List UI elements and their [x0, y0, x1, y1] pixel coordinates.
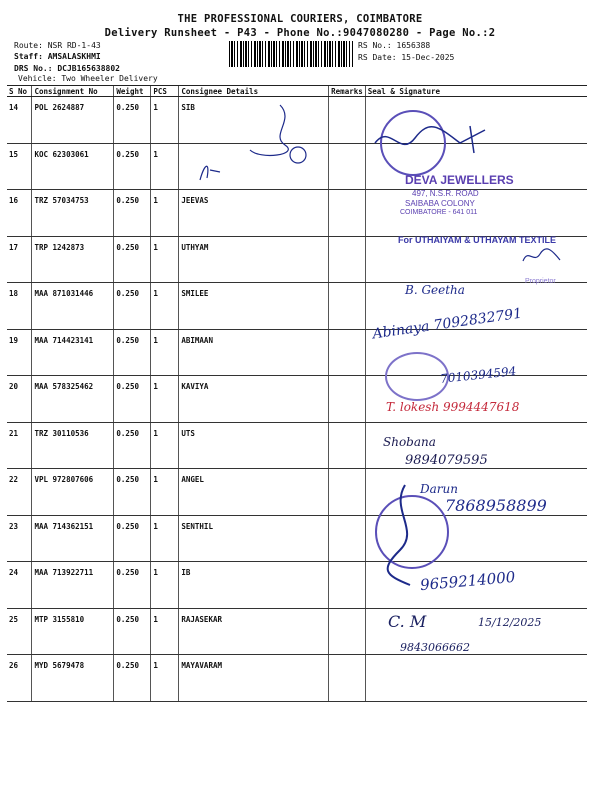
cell-remarks: [329, 469, 366, 516]
cell-remarks: [329, 190, 366, 237]
cell-consignee: SENTHIL: [179, 515, 329, 562]
barcode: [229, 41, 353, 67]
signature-tlokesh: T. lokesh 9994447618: [386, 400, 520, 414]
cell-consignment-no: MAA 714362151: [32, 515, 114, 562]
cell-weight: 0.250: [114, 283, 151, 330]
rs-number: RS No.: 1656388: [358, 41, 431, 50]
cell-consignee: SIB: [179, 97, 329, 144]
cell-consignee: SMILEE: [179, 283, 329, 330]
cell-consignment-no: POL 2624887: [32, 97, 114, 144]
signature-abinaya: Abinaya 7092832791: [371, 305, 524, 343]
cell-signature: [365, 655, 587, 702]
cell-pcs: 1: [151, 283, 179, 330]
header-consignee: Consignee Details: [179, 86, 329, 97]
signature-scribble-14: [370, 118, 490, 163]
cell-pcs: 1: [151, 190, 179, 237]
signature-shobana: Shobana: [383, 435, 436, 449]
cell-sno: 21: [7, 422, 32, 469]
cell-sno: 22: [7, 469, 32, 516]
table-row: [7, 376, 587, 423]
cell-sno: 24: [7, 562, 32, 609]
signature-phone-20: 7010394594: [439, 364, 517, 386]
cell-remarks: [329, 97, 366, 144]
cell-pcs: 1: [151, 515, 179, 562]
runsheet-subtitle: Delivery Runsheet - P43 - Phone No.:9047080280 - Page No.:2: [104, 27, 496, 39]
table-row: [7, 655, 587, 702]
cell-consignment-no: MAA 871031446: [32, 283, 114, 330]
cell-consignee: IB: [179, 562, 329, 609]
signature-phone-25: 9659214000: [419, 567, 517, 595]
cell-remarks: [329, 515, 366, 562]
cell-pcs: 1: [151, 97, 179, 144]
cell-consignment-no: KOC 62303061: [32, 143, 114, 190]
route-label: Route: NSR RD-1-43: [14, 41, 101, 50]
cell-consignee: ANGEL: [179, 469, 329, 516]
cell-sno: 15: [7, 143, 32, 190]
cell-remarks: [329, 422, 366, 469]
cell-sno: 25: [7, 608, 32, 655]
cell-sno: 23: [7, 515, 32, 562]
cell-remarks: [329, 562, 366, 609]
cell-sno: 14: [7, 97, 32, 144]
cell-pcs: 1: [151, 143, 179, 190]
cell-consignment-no: MYD 5679478: [32, 655, 114, 702]
cell-weight: 0.250: [114, 562, 151, 609]
cell-weight: 0.250: [114, 236, 151, 283]
cell-sno: 26: [7, 655, 32, 702]
cell-consignment-no: MAA 713922711: [32, 562, 114, 609]
stamp-proprietor: Proprietor: [525, 278, 556, 285]
cell-pcs: 1: [151, 236, 179, 283]
table-row: [7, 608, 587, 655]
cell-sno: 16: [7, 190, 32, 237]
signature-geetha: B. Geetha: [405, 283, 465, 297]
cell-weight: 0.250: [114, 329, 151, 376]
signature-date-26: 15/12/2025: [478, 616, 542, 629]
cell-pcs: 1: [151, 422, 179, 469]
table-header-row: [7, 86, 587, 97]
cell-consignment-no: MAA 714423141: [32, 329, 114, 376]
cell-remarks: [329, 143, 366, 190]
cell-weight: 0.250: [114, 469, 151, 516]
signature-phone-26: 9843066662: [400, 641, 470, 654]
rs-date: RS Date: 15-Dec-2025: [358, 53, 455, 62]
cell-weight: 0.250: [114, 515, 151, 562]
cell-sno: 19: [7, 329, 32, 376]
header-pcs: PCS: [151, 86, 179, 97]
cell-weight: 0.250: [114, 655, 151, 702]
cell-sno: 20: [7, 376, 32, 423]
stamp-address-3: COIMBATORE - 641 011: [400, 209, 478, 216]
cell-pcs: 1: [151, 655, 179, 702]
signature-scribble-17: [520, 246, 565, 266]
cell-weight: 0.250: [114, 190, 151, 237]
cell-consignee: JEEVAS: [179, 190, 329, 237]
header-consignment: Consignment No: [32, 86, 114, 97]
company-title: THE PROFESSIONAL COURIERS, COIMBATORE: [177, 13, 423, 25]
table-row: [7, 190, 587, 237]
signature-phone-23: 7868958899: [445, 496, 547, 515]
cell-consignee: ABIMAAN: [179, 329, 329, 376]
stamp-uthaiyam: For UTHAIYAM & UTHAYAM TEXTILE: [398, 235, 557, 245]
cell-weight: 0.250: [114, 422, 151, 469]
cell-consignee: KAVIYA: [179, 376, 329, 423]
cell-consignment-no: VPL 972807606: [32, 469, 114, 516]
staff-label: Staff: AMSALASKHMI: [14, 52, 101, 61]
cell-consignee: RAJASEKAR: [179, 608, 329, 655]
cell-pcs: 1: [151, 562, 179, 609]
cell-consignee: UTS: [179, 422, 329, 469]
cell-remarks: [329, 655, 366, 702]
cell-weight: 0.250: [114, 376, 151, 423]
cell-consignment-no: TRP 1242873: [32, 236, 114, 283]
header-remarks: Remarks: [329, 86, 366, 97]
stamp-jewellers: DEVA JEWELLERS: [405, 173, 514, 187]
cell-remarks: [329, 608, 366, 655]
cell-remarks: [329, 376, 366, 423]
cell-pcs: 1: [151, 608, 179, 655]
signature-scribble-15: [240, 100, 320, 170]
signature-phone-22: 9894079595: [405, 453, 488, 468]
cell-consignment-no: TRZ 57034753: [32, 190, 114, 237]
header-sno: S No: [7, 86, 32, 97]
stamp-address-2: SAIBABA COLONY: [405, 199, 475, 208]
stamp-address-1: 497, N.S.R. ROAD: [412, 189, 479, 198]
cell-weight: 0.250: [114, 97, 151, 144]
cell-consignee: UTHYAM: [179, 236, 329, 283]
table-row: [7, 422, 587, 469]
cell-pcs: 1: [151, 329, 179, 376]
cell-pcs: 1: [151, 376, 179, 423]
header-weight: Weight: [114, 86, 151, 97]
drs-label: DRS No.: DCJB165638802: [14, 64, 120, 73]
cell-consignment-no: MTP 3155810: [32, 608, 114, 655]
cell-weight: 0.250: [114, 143, 151, 190]
cell-consignment-no: TRZ 30110536: [32, 422, 114, 469]
cell-remarks: [329, 236, 366, 283]
signature-scribble-16: [195, 160, 225, 185]
vehicle-label: Vehicle: Two Wheeler Delivery: [18, 74, 158, 83]
cell-weight: 0.250: [114, 608, 151, 655]
cell-pcs: 1: [151, 469, 179, 516]
cell-consignment-no: MAA 578325462: [32, 376, 114, 423]
signature-scribble-24: [375, 480, 435, 590]
header-signature: Seal & Signature: [365, 86, 587, 97]
cell-remarks: [329, 329, 366, 376]
cell-remarks: [329, 283, 366, 330]
signature-name-23: Darun: [420, 482, 458, 496]
signature-cm: C. M: [388, 612, 427, 631]
cell-consignee: MAYAVARAM: [179, 655, 329, 702]
table-row: [7, 515, 587, 562]
cell-sno: 18: [7, 283, 32, 330]
cell-sno: 17: [7, 236, 32, 283]
